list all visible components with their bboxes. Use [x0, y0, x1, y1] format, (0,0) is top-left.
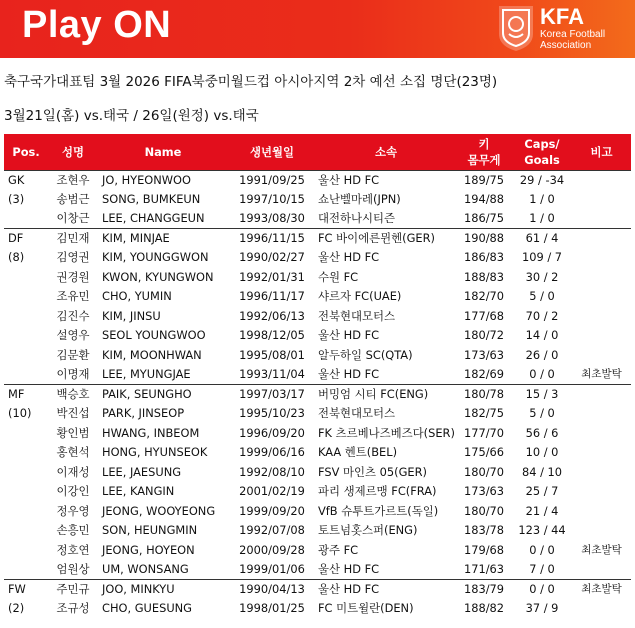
- cell-club: 전북현대모터스: [318, 308, 396, 323]
- cell-name: KIM, MOONHWAN: [102, 347, 202, 362]
- table-row: [4, 287, 631, 307]
- cell-height-weight: 183/78: [463, 523, 505, 538]
- cell-caps-goals: 30 / 2: [525, 269, 559, 284]
- cell-note: [572, 190, 631, 210]
- cell-height-weight: 177/70: [463, 425, 505, 440]
- table-row: [4, 248, 631, 268]
- cell-height-weight: 188/82: [463, 601, 505, 616]
- cell-club: KAA 헨트(BEL): [318, 445, 398, 460]
- cell-pos: [4, 346, 48, 366]
- cell-note: [572, 424, 631, 444]
- cell-note: 최초발탁: [581, 543, 622, 556]
- table-row: [4, 170, 631, 190]
- match-schedule: 3월21일(홈) vs.태국 / 26일(원정) vs.태국: [4, 108, 259, 124]
- cell-korean-name: 송범근: [56, 191, 90, 206]
- squad-table: [4, 134, 631, 619]
- cell-korean-name: 박진섭: [56, 406, 90, 421]
- cell-pos: MF: [4, 385, 48, 405]
- header-club: 소속: [374, 144, 397, 159]
- cell-note: [572, 521, 631, 541]
- cell-name: SEOL YOUNGWOO: [102, 328, 206, 343]
- cell-caps-goals: 14 / 0: [525, 328, 559, 343]
- cell-korean-name: 백승호: [48, 385, 98, 405]
- cell-pos: (2): [8, 601, 25, 616]
- cell-height-weight: 189/75: [456, 170, 512, 190]
- cell-pos: [4, 307, 48, 327]
- cell-height-weight: 186/75: [463, 211, 505, 225]
- cell-height-weight: 173/63: [463, 347, 505, 362]
- cell-name: SONG, BUMKEUN: [102, 191, 201, 206]
- cell-dob: 1992/01/31: [239, 269, 305, 284]
- kfa-logo: [540, 5, 605, 51]
- cell-caps-goals: 0 / 0: [512, 580, 572, 600]
- cell-caps-goals: 5 / 0: [529, 289, 555, 304]
- cell-club: 쇼난벨마레(JPN): [318, 191, 401, 206]
- cell-korean-name: 김진수: [56, 308, 90, 323]
- cell-name: LEE, CHANGGEUN: [102, 211, 205, 225]
- cell-pos: [4, 560, 48, 580]
- cell-caps-goals: 1 / 0: [529, 191, 555, 206]
- cell-pos: [4, 424, 48, 444]
- cell-korean-name: 엄원상: [56, 562, 90, 576]
- cell-korean-name: 조현우: [48, 170, 98, 190]
- cell-korean-name: 이강인: [56, 484, 90, 499]
- header-korean-name: 성명: [61, 144, 84, 159]
- cell-club: 울산 HD FC: [316, 170, 456, 190]
- cell-pos: [4, 443, 48, 463]
- cell-club: 울산 HD FC: [318, 328, 380, 343]
- cell-name: UM, WONSANG: [102, 562, 189, 576]
- cell-caps-goals: 123 / 44: [518, 523, 566, 538]
- cell-club: FK 츠르베나즈베즈다(SER): [318, 425, 455, 440]
- cell-dob: 1998/12/05: [239, 328, 305, 343]
- cell-korean-name: 권경원: [56, 269, 90, 284]
- cell-note: [572, 463, 631, 483]
- cell-dob: 1998/01/25: [239, 601, 305, 616]
- cell-name: JO, HYEONWOO: [98, 170, 228, 190]
- cell-name: KWON, KYUNGWON: [102, 269, 214, 284]
- cell-korean-name: 김영권: [56, 250, 90, 265]
- cell-height-weight: 177/68: [463, 308, 505, 323]
- cell-pos: [4, 502, 48, 522]
- header-pos: Pos.: [12, 144, 40, 159]
- cell-note: [572, 502, 631, 522]
- table-row: [4, 404, 631, 424]
- cell-note: [572, 229, 631, 249]
- cell-korean-name: 김민재: [48, 229, 98, 249]
- cell-korean-name: 황인범: [56, 425, 90, 440]
- cell-name: KIM, JINSU: [102, 308, 161, 323]
- cell-height-weight: 173/63: [463, 484, 505, 499]
- table-row: [4, 580, 631, 600]
- cell-pos: [4, 482, 48, 502]
- cell-dob: 1992/06/13: [239, 308, 305, 323]
- table-row: [4, 190, 631, 210]
- cell-club: 샤르자 FC(UAE): [318, 289, 402, 304]
- cell-korean-name: 조유민: [56, 289, 90, 304]
- cell-height-weight: 190/88: [456, 229, 512, 249]
- header-dob: 생년월일: [249, 144, 294, 159]
- cell-height-weight: 182/75: [463, 406, 505, 421]
- cell-caps-goals: 37 / 9: [525, 601, 559, 616]
- cell-dob: 1999/06/16: [239, 445, 305, 460]
- cell-name: KIM, MINJAE: [98, 229, 228, 249]
- cell-caps-goals: 5 / 0: [529, 406, 555, 421]
- cell-caps-goals: 70 / 2: [525, 308, 559, 323]
- tiger-crest-icon: [497, 4, 535, 52]
- cell-korean-name: 김문환: [56, 347, 90, 362]
- cell-club: FC 미트윌란(DEN): [318, 601, 414, 616]
- cell-note: [572, 268, 631, 288]
- cell-club: 전북현대모터스: [318, 406, 396, 421]
- cell-name: CHO, GUESUNG: [102, 601, 193, 616]
- cell-name: CHO, YUMIN: [102, 289, 172, 304]
- cell-name: LEE, KANGIN: [102, 484, 175, 499]
- cell-caps-goals: 61 / 4: [512, 229, 572, 249]
- header-name: Name: [144, 144, 182, 159]
- cell-name: HWANG, INBEOM: [102, 425, 200, 440]
- cell-caps-goals: 1 / 0: [529, 211, 555, 225]
- cell-dob: 1995/08/01: [239, 347, 305, 362]
- cell-dob: 1997/10/15: [239, 191, 305, 206]
- cell-dob: 1995/10/23: [239, 406, 305, 421]
- kfa-logo-sub2: Association: [540, 40, 592, 51]
- cell-note: [572, 209, 631, 229]
- header-caps: Caps/: [524, 136, 560, 151]
- cell-dob: 2000/09/28: [239, 542, 305, 557]
- cell-note: 최초발탁: [572, 580, 631, 600]
- cell-dob: 1990/04/13: [228, 580, 316, 600]
- header-banner: [0, 0, 635, 58]
- cell-korean-name: 이재성: [56, 464, 90, 479]
- cell-club: 수원 FC: [318, 269, 359, 284]
- header-height-weight: [456, 134, 512, 170]
- cell-dob: 1992/07/08: [239, 523, 305, 538]
- cell-note: [572, 170, 631, 190]
- header-note: 비고: [590, 144, 613, 159]
- cell-club: 버밍엄 시티 FC(ENG): [316, 385, 456, 405]
- squad-table-body: [4, 170, 631, 619]
- cell-korean-name: 주민규: [48, 580, 98, 600]
- cell-name: PAIK, SEUNGHO: [98, 385, 228, 405]
- squad-headline: 축구국가대표팀 3월 2026 FIFA북중미월드컵 아시아지역 2차 예선 소집 명단(23명): [4, 74, 498, 90]
- cell-caps-goals: 0 / 0: [529, 367, 555, 381]
- cell-dob: 2001/02/19: [239, 484, 305, 499]
- cell-height-weight: 171/63: [463, 562, 505, 576]
- table-header-row: [4, 134, 631, 170]
- cell-pos: [4, 268, 48, 288]
- cell-korean-name: 설영우: [56, 328, 90, 343]
- cell-height-weight: 183/79: [456, 580, 512, 600]
- cell-korean-name: 정호연: [56, 542, 90, 557]
- cell-name: HONG, HYUNSEOK: [102, 445, 208, 460]
- cell-note: [572, 560, 631, 580]
- cell-club: 울산 HD FC: [318, 250, 380, 265]
- cell-pos: [4, 209, 48, 229]
- cell-note: 최초발탁: [581, 368, 622, 380]
- cell-name: KIM, YOUNGGWON: [102, 250, 209, 265]
- cell-caps-goals: 26 / 0: [525, 347, 559, 362]
- cell-korean-name: 홍현석: [56, 445, 90, 460]
- cell-caps-goals: 84 / 10: [521, 464, 563, 479]
- cell-name: PARK, JINSEOP: [102, 406, 185, 421]
- cell-dob: 1993/11/04: [239, 367, 305, 381]
- cell-caps-goals: 7 / 0: [529, 562, 555, 576]
- table-row: [4, 502, 631, 522]
- cell-note: [572, 443, 631, 463]
- cell-height-weight: 180/78: [456, 385, 512, 405]
- cell-caps-goals: 25 / 7: [525, 484, 559, 499]
- cell-height-weight: 194/88: [463, 191, 505, 206]
- cell-height-weight: 180/70: [463, 503, 505, 518]
- cell-pos: [4, 287, 48, 307]
- table-row: [4, 326, 631, 346]
- cell-korean-name: 조규성: [56, 601, 90, 616]
- header-caps-goals: [512, 134, 572, 170]
- table-row: [4, 482, 631, 502]
- cell-club: 울산 HD FC: [316, 580, 456, 600]
- cell-club: VfB 슈투트가르트(독일): [318, 503, 439, 518]
- cell-pos: DF: [4, 229, 48, 249]
- cell-name: JEONG, WOOYEONG: [102, 503, 216, 518]
- cell-club: 알두하일 SC(QTA): [318, 347, 413, 362]
- header-height: 키: [478, 136, 490, 151]
- cell-height-weight: 175/66: [463, 445, 505, 460]
- cell-pos: FW: [4, 580, 48, 600]
- cell-caps-goals: 56 / 6: [525, 425, 559, 440]
- cell-dob: 1999/09/20: [239, 503, 305, 518]
- table-row: [4, 365, 631, 385]
- cell-dob: 1990/02/27: [239, 250, 305, 265]
- cell-note: [572, 385, 631, 405]
- cell-name: SON, HEUNGMIN: [102, 523, 198, 538]
- table-row: [4, 229, 631, 249]
- cell-note: [572, 326, 631, 346]
- cell-dob: 1993/08/30: [239, 211, 305, 225]
- cell-club: 파리 생제르맹 FC(FRA): [318, 484, 437, 499]
- cell-note: [572, 404, 631, 424]
- cell-dob: 1997/03/17: [228, 385, 316, 405]
- cell-korean-name: 손흥민: [56, 523, 90, 538]
- cell-caps-goals: 10 / 0: [525, 445, 559, 460]
- table-row: [4, 521, 631, 541]
- cell-korean-name: 정우영: [56, 503, 90, 518]
- cell-height-weight: 182/70: [463, 289, 505, 304]
- cell-pos: (3): [8, 191, 25, 206]
- cell-note: [572, 346, 631, 366]
- table-row: [4, 268, 631, 288]
- cell-pos: (10): [8, 406, 32, 421]
- kfa-logo-text: KFA: [540, 4, 584, 29]
- table-row: [4, 385, 631, 405]
- cell-club: FC 바이에른뮌헨(GER): [316, 229, 456, 249]
- cell-pos: [4, 541, 48, 561]
- cell-club: 광주 FC: [318, 542, 359, 557]
- cell-dob: 1996/11/15: [228, 229, 316, 249]
- cell-caps-goals: 21 / 4: [525, 503, 559, 518]
- table-row: [4, 599, 631, 619]
- cell-height-weight: 188/83: [463, 269, 505, 284]
- table-row: [4, 307, 631, 327]
- banner-title: Play ON: [22, 4, 172, 46]
- table-row: [4, 346, 631, 366]
- cell-note: [572, 248, 631, 268]
- cell-dob: 1996/09/20: [239, 425, 305, 440]
- cell-caps-goals: 109 / 7: [521, 250, 563, 265]
- cell-club: 토트넘홋스퍼(ENG): [318, 523, 418, 538]
- cell-name: LEE, JAESUNG: [102, 464, 182, 479]
- cell-dob: 1992/08/10: [239, 464, 305, 479]
- cell-height-weight: 186/83: [463, 250, 505, 265]
- cell-height-weight: 180/70: [463, 464, 505, 479]
- cell-note: [572, 307, 631, 327]
- table-row: [4, 463, 631, 483]
- table-row: [4, 209, 631, 229]
- cell-caps-goals: 29 / -34: [512, 170, 572, 190]
- table-row: [4, 560, 631, 580]
- header-goals: Goals: [524, 152, 560, 167]
- cell-korean-name: 이창근: [56, 211, 90, 225]
- cell-dob: 1999/01/06: [239, 562, 305, 576]
- cell-club: 울산 HD FC: [318, 562, 380, 576]
- cell-pos: [4, 521, 48, 541]
- cell-name: JEONG, HOYEON: [102, 542, 195, 557]
- cell-note: [572, 599, 631, 619]
- cell-korean-name: 이명재: [56, 367, 90, 381]
- cell-pos: (8): [8, 250, 25, 265]
- table-row: [4, 424, 631, 444]
- cell-height-weight: 179/68: [463, 542, 505, 557]
- cell-club: 대전하나시티즌: [318, 211, 396, 225]
- cell-note: [572, 287, 631, 307]
- cell-dob: 1996/11/17: [239, 289, 305, 304]
- cell-dob: 1991/09/25: [228, 170, 316, 190]
- table-row: [4, 443, 631, 463]
- cell-name: JOO, MINKYU: [98, 580, 228, 600]
- cell-pos: [4, 326, 48, 346]
- table-row: [4, 541, 631, 561]
- cell-pos: GK: [4, 170, 48, 190]
- header-weight: 몸무게: [467, 152, 501, 167]
- cell-club: FSV 마인츠 05(GER): [318, 464, 427, 479]
- cell-height-weight: 180/72: [463, 328, 505, 343]
- cell-height-weight: 182/69: [463, 367, 505, 381]
- cell-note: [572, 482, 631, 502]
- kfa-logo-sub1: Korea Football: [540, 29, 606, 40]
- cell-pos: [4, 463, 48, 483]
- cell-caps-goals: 15 / 3: [512, 385, 572, 405]
- cell-club: 울산 HD FC: [318, 367, 380, 381]
- cell-name: LEE, MYUNGJAE: [102, 367, 191, 381]
- cell-caps-goals: 0 / 0: [529, 542, 555, 557]
- cell-pos: [4, 365, 48, 385]
